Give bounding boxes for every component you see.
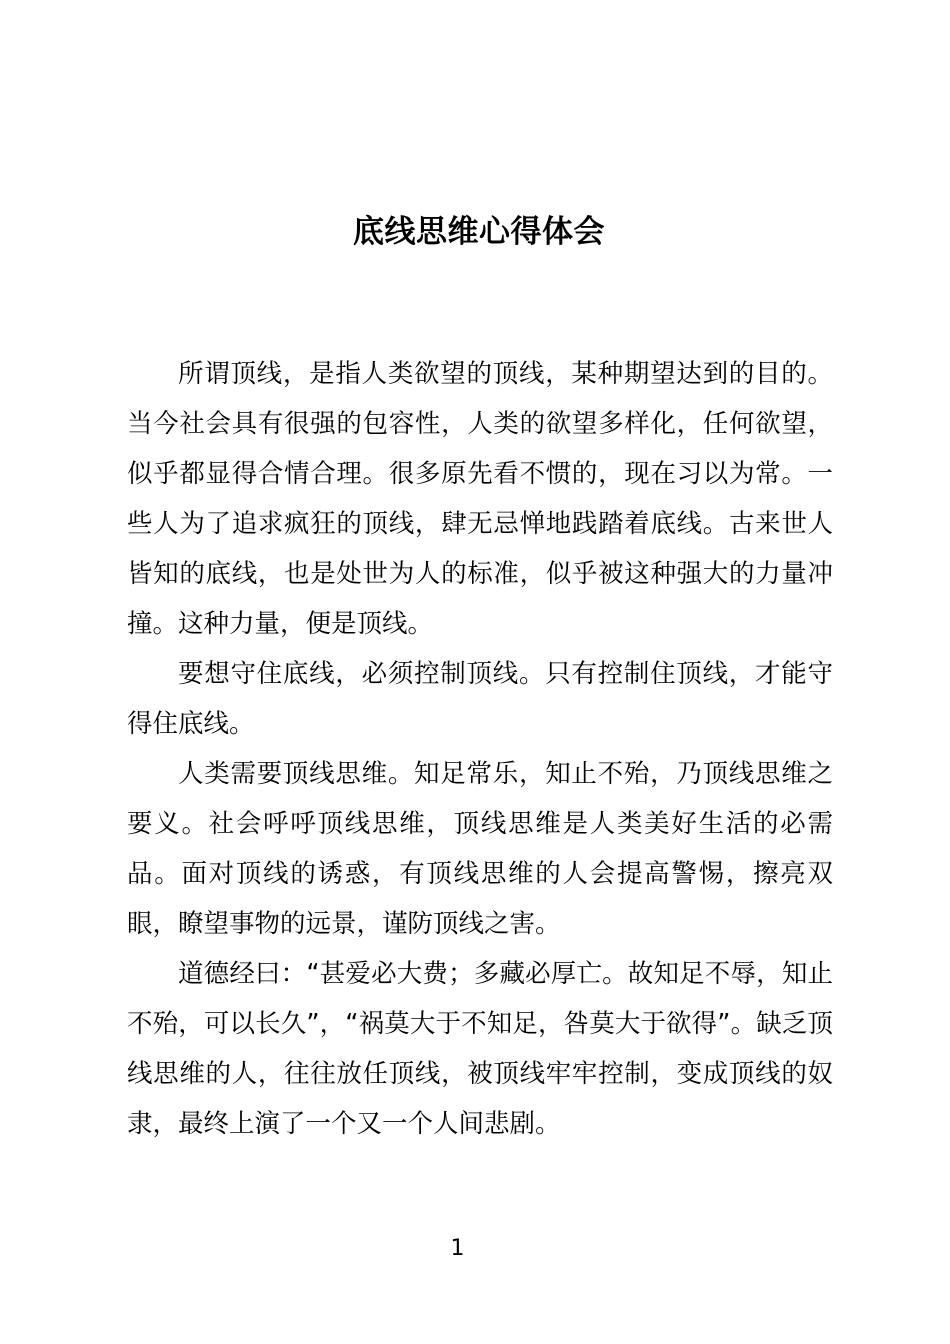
paragraph-1: 所谓顶线，是指人类欲望的顶线，某种期望达到的目的。当今社会具有很强的包容性，人类的欲望多样化，任何欲望，似乎都显得合情合理。很多原先看不惯的，现在习以为常。一些人为了追求疯狂的顶线，肆无忌惮地践踏着底线。古来世人皆知的底线，也是处世为人的标准，似乎被这种强大的力量冲撞。这种力量，便是顶线。: [127, 359, 833, 639]
paragraph-4: 道德经曰：“甚爱必大费；多藏必厚亡。故知足不辱，知止不殆，可以长久”，“祸莫大于不知足，咎莫大于欲得”。缺乏顶线思维的人，往往放任顶线，被顶线牢牢控制，变成顶线的奴隶，最终上演了一个又一个人间悲剧。: [127, 959, 833, 1139]
paragraph-3: 人类需要顶线思维。知足常乐，知止不殆，乃顶线思维之要义。社会呼呼顶线思维，顶线思维是人类美好生活的必需品。面对顶线的诱惑，有顶线思维的人会提高警惕，擦亮双眼，瞭望事物的远景，谨防顶线之害。: [127, 759, 833, 939]
page-number: 1: [450, 1236, 465, 1261]
document-title: 底线思维心得体会: [353, 214, 605, 250]
paragraph-2: 要想守住底线，必须控制顶线。只有控制住顶线，才能守得住底线。: [127, 659, 833, 739]
document-body: [127, 349, 833, 1149]
